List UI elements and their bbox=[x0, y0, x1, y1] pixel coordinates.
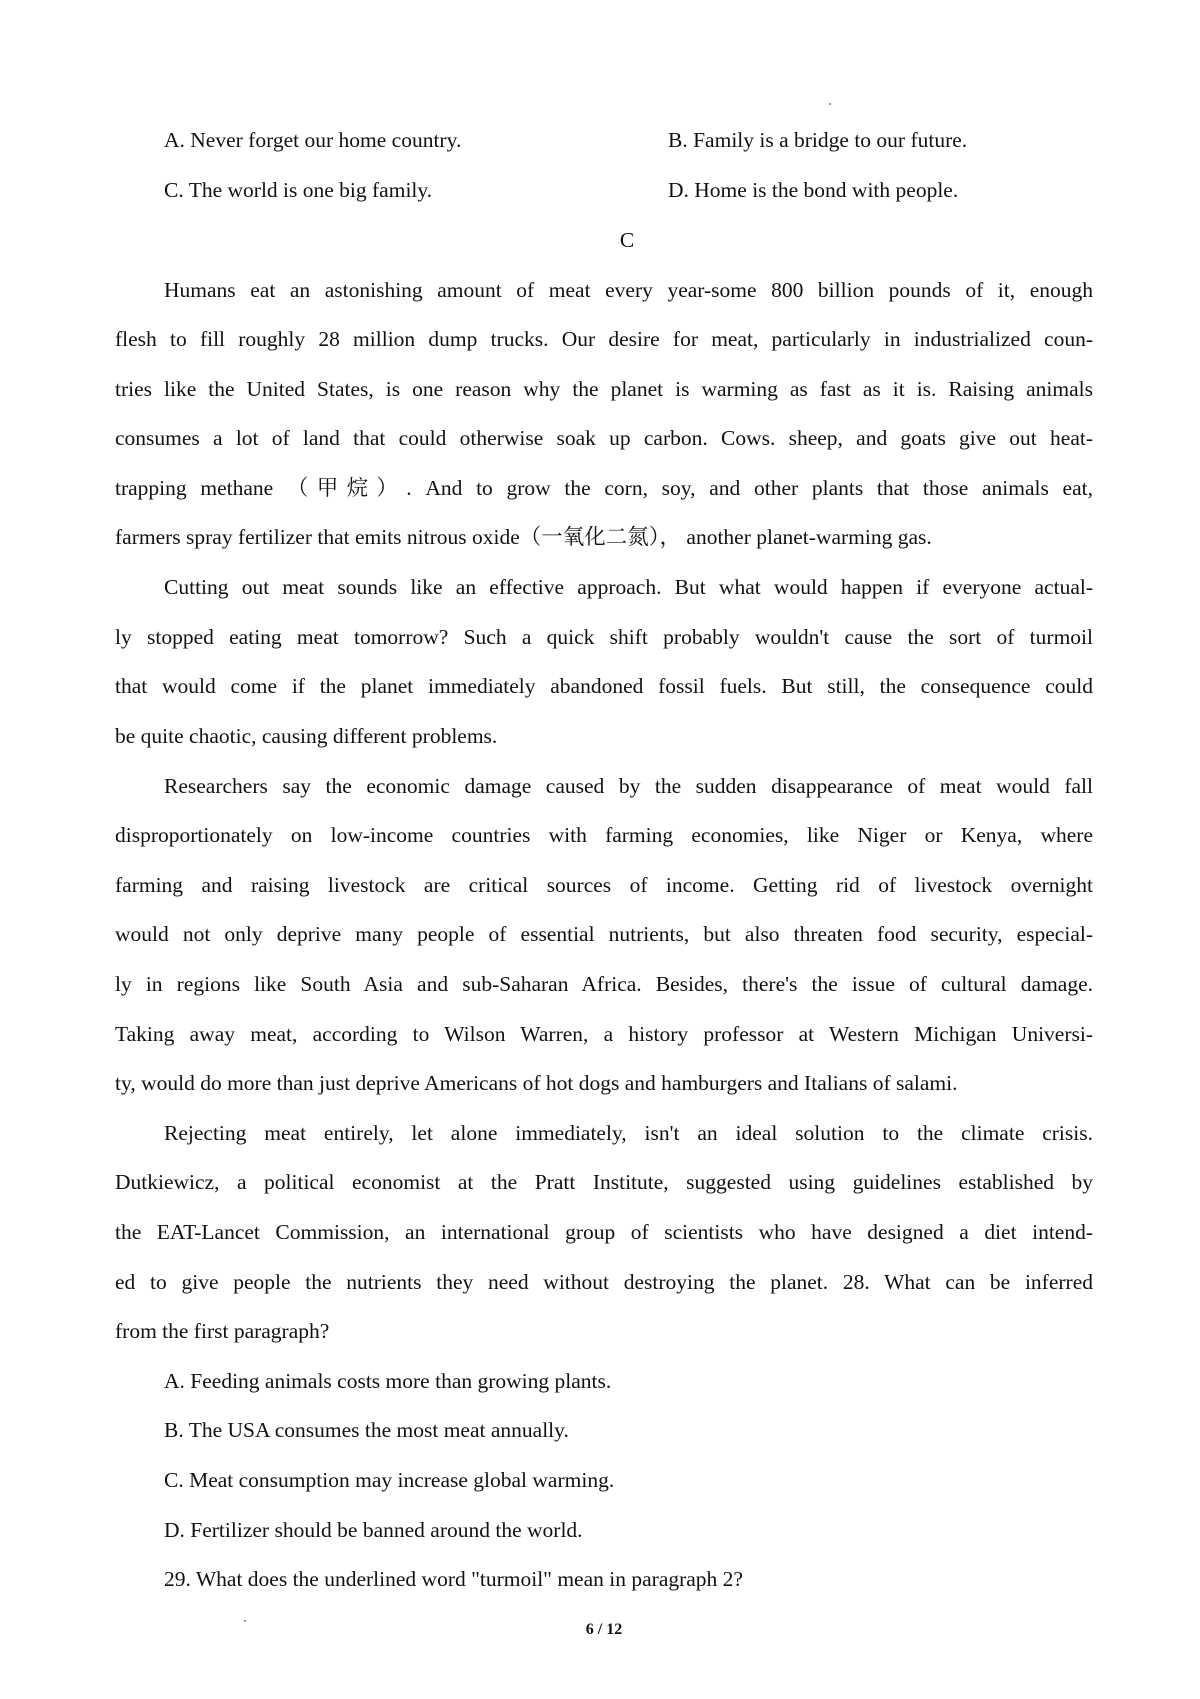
paragraph-1-line: farmers spray fertilizer that emits nitrous oxide（一氧化二氮）， another planet-warming gas. bbox=[115, 525, 932, 549]
paragraph-4-line: Rejecting meat entirely, let alone immediately, isn't an ideal solution to the climate crisis. bbox=[164, 1121, 1093, 1145]
paragraph-2-line: be quite chaotic, causing different problems. bbox=[115, 724, 498, 748]
paragraph-3-line: Taking away meat, according to Wilson Warren, a history professor at Western Michigan Universi- bbox=[115, 1022, 1093, 1046]
paragraph-3-line: farming and raising livestock are critical sources of income. Getting rid of livestock overnight bbox=[115, 873, 1093, 897]
paragraph-1-line: Humans eat an astonishing amount of meat every year-some 800 billion pounds of it, enough bbox=[164, 278, 1093, 302]
q28-option-d: D. Fertilizer should be banned around the world. bbox=[164, 1518, 583, 1542]
q28-option-c: C. Meat consumption may increase global warming. bbox=[164, 1468, 615, 1492]
paragraph-2-line: ly stopped eating meat tomorrow? Such a quick shift probably wouldn't cause the sort of turmoil bbox=[115, 625, 1093, 649]
prev-option-a: A. Never forget our home country. bbox=[164, 128, 462, 152]
page-number: 6 / 12 bbox=[585, 1621, 623, 1638]
paragraph-1-line: tries like the United States, is one reason why the planet is warming as fast as it is. Raising animals bbox=[115, 377, 1093, 401]
q28-option-b: B. The USA consumes the most meat annually. bbox=[164, 1418, 569, 1442]
paragraph-1-line: flesh to fill roughly 28 million dump trucks. Our desire for meat, particularly in industrialized coun- bbox=[115, 327, 1093, 351]
prev-option-b: B. Family is a bridge to our future. bbox=[668, 128, 968, 152]
paragraph-2-line: that would come if the planet immediately abandoned fossil fuels. But still, the consequence could bbox=[115, 674, 1093, 698]
paragraph-4-line: ed to give people the nutrients they need without destroying the planet. 28. What can be inferred bbox=[115, 1270, 1093, 1294]
paragraph-3-line: Researchers say the economic damage caused by the sudden disappearance of meat would fall bbox=[164, 774, 1093, 798]
scan-speck bbox=[829, 103, 831, 105]
paragraph-1-line: consumes a lot of land that could otherwise soak up carbon. Cows. sheep, and goats give out heat- bbox=[115, 426, 1093, 450]
paragraph-4-line: the EAT-Lancet Commission, an international group of scientists who have designed a diet intend- bbox=[115, 1220, 1093, 1244]
paragraph-3-line: disproportionately on low-income countries with farming economies, like Niger or Kenya, where bbox=[115, 823, 1093, 847]
q28-option-a: A. Feeding animals costs more than growing plants. bbox=[164, 1369, 612, 1393]
paragraph-4-line: Dutkiewicz, a political economist at the Pratt Institute, suggested using guidelines established by bbox=[115, 1170, 1093, 1194]
prev-option-d: D. Home is the bond with people. bbox=[668, 178, 959, 202]
section-heading: C bbox=[619, 228, 635, 252]
prev-option-c: C. The world is one big family. bbox=[164, 178, 433, 202]
paragraph-2-line: Cutting out meat sounds like an effective approach. But what would happen if everyone actual- bbox=[164, 575, 1093, 599]
paragraph-3-line: ty, would do more than just deprive Americans of hot dogs and hamburgers and Italians of salami. bbox=[115, 1071, 958, 1095]
paragraph-4-line: from the first paragraph? bbox=[115, 1319, 330, 1343]
question-29: 29. What does the underlined word "turmoil" mean in paragraph 2? bbox=[164, 1567, 743, 1591]
paragraph-1-line: trapping methane （甲烷）. And to grow the corn, soy, and other plants that those animals eat, bbox=[115, 476, 1093, 500]
paragraph-3-line: ly in regions like South Asia and sub-Saharan Africa. Besides, there's the issue of cultural damage. bbox=[115, 972, 1093, 996]
paragraph-3-line: would not only deprive many people of essential nutrients, but also threaten food security, especial- bbox=[115, 922, 1093, 946]
